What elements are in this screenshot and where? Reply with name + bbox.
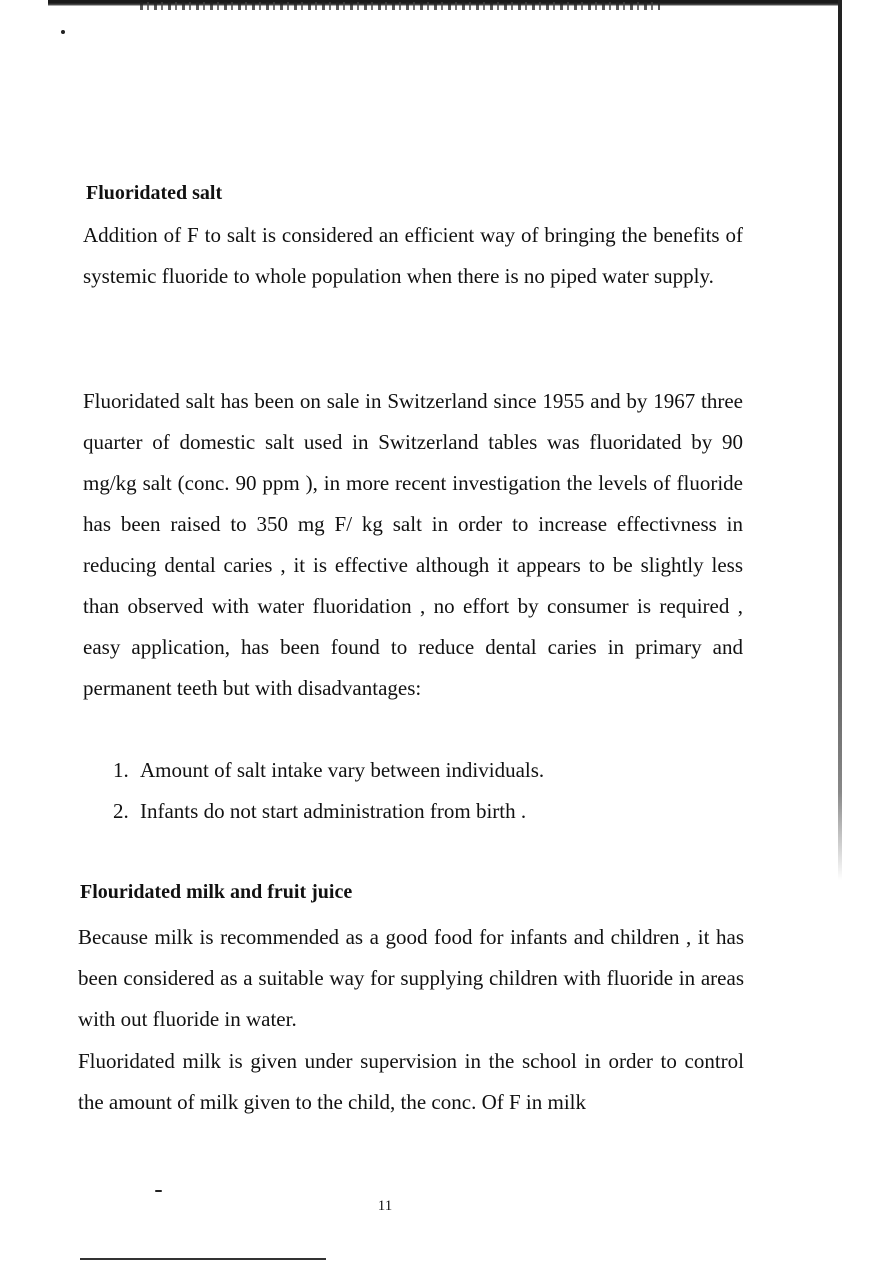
list-item-number: 2. <box>113 799 129 823</box>
section-heading-flouridated-milk: Flouridated milk and fruit juice <box>80 881 353 903</box>
paragraph-salt-intro: Addition of F to salt is considered an efficient way of bringing the benefits of systemic fluoride to whole population when there is no piped water supply. <box>83 223 743 288</box>
footer-rule <box>80 1258 326 1260</box>
scan-right-border <box>838 0 842 880</box>
paragraph-milk-intro: Because milk is recommended as a good food for infants and children , it has been considered as a suitable way for supplying children with fluoride in areas with out fluoride in water. <box>78 925 744 1031</box>
scan-top-noise <box>140 2 660 10</box>
list-item <box>113 791 733 832</box>
disadvantages-list <box>113 750 733 832</box>
paragraph-milk-school: Fluoridated milk is given under supervision in the school in order to control the amount of milk given to the child, the conc. Of F in milk <box>78 1049 744 1114</box>
list-item <box>113 750 733 791</box>
page-number: 11 <box>377 1198 393 1214</box>
scan-speck <box>61 30 65 34</box>
paragraph-salt-switzerland: Fluoridated salt has been on sale in Switzerland since 1955 and by 1967 three quarter of domestic salt used in Switzerland tables was fluoridated by 90 mg/kg salt (conc. 90 ppm ), in more recent investigation the levels of fluoride has been raised to 350 mg F/ kg salt in order to increase effectivness in reducing dental caries , it is effective although it appears to be slightly less than observed with water fluoridation , no effort by consumer is required , easy application, has been found to reduce dental caries in primary and permanent teeth but with disadvantages: <box>83 389 743 700</box>
list-item-text: Amount of salt intake vary between individuals. <box>140 758 545 782</box>
section-heading-fluoridated-salt: Fluoridated salt <box>86 182 223 204</box>
list-item-text: Infants do not start administration from birth . <box>140 799 527 823</box>
list-item-number: 1. <box>113 758 129 782</box>
scan-speck <box>155 1190 162 1192</box>
